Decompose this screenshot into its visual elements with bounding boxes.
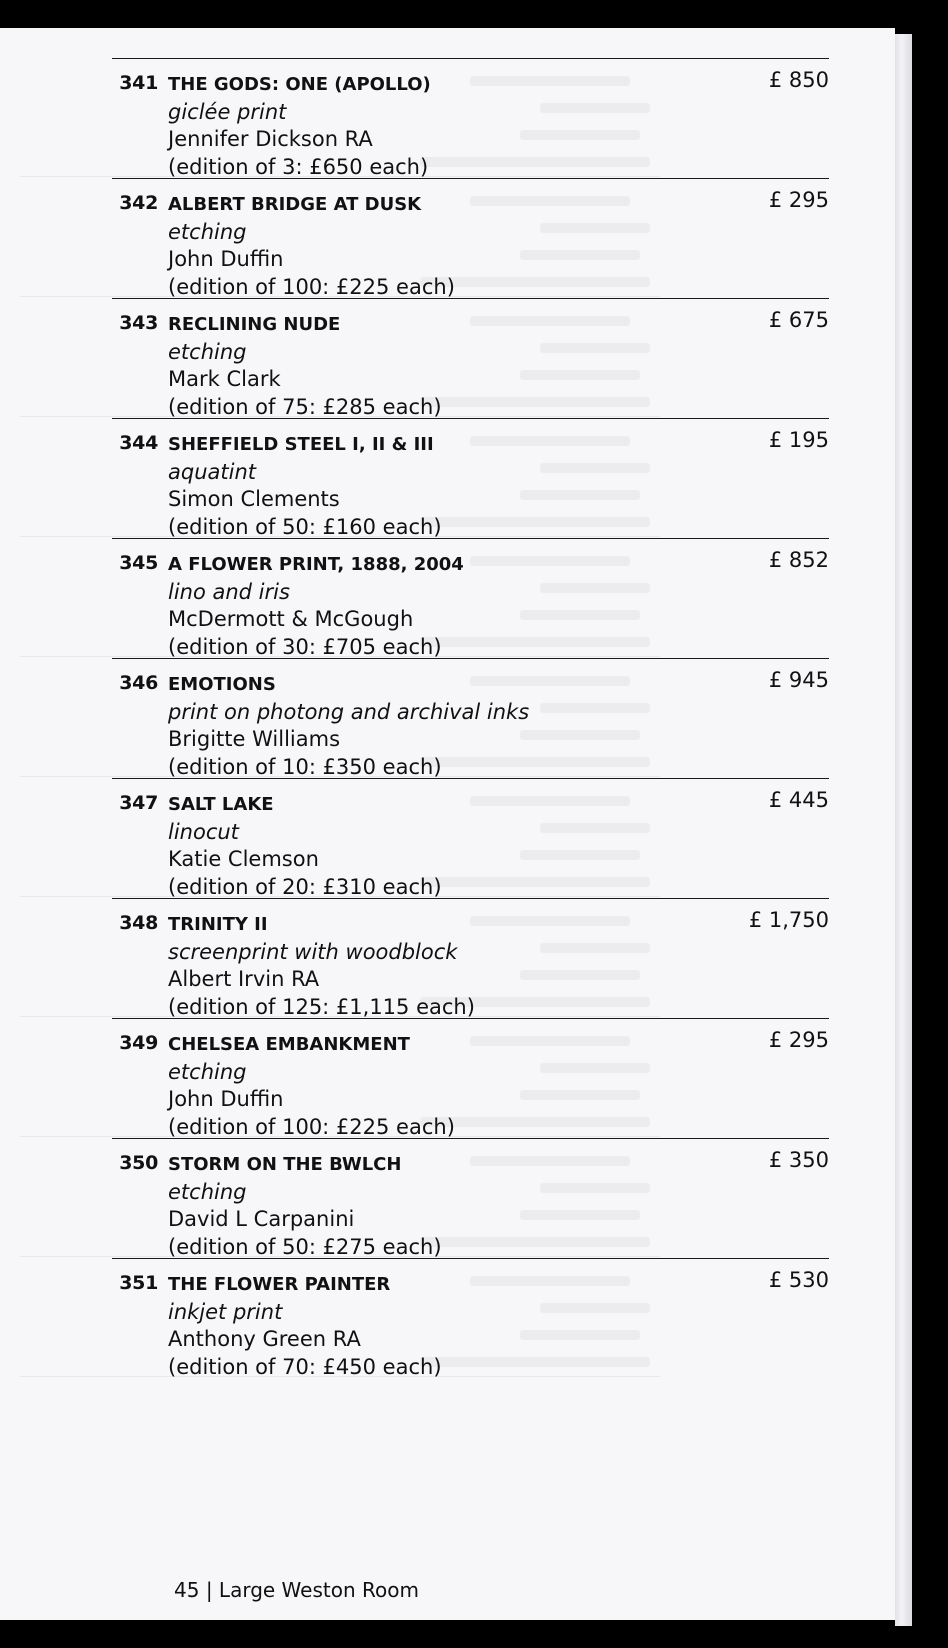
entry-number: 345 bbox=[119, 552, 158, 574]
entry-details bbox=[168, 551, 728, 661]
entry-edition: (edition of 70: £450 each) bbox=[168, 1354, 442, 1379]
entry-medium: etching bbox=[168, 1179, 247, 1204]
entry-edition: (edition of 125: £1,115 each) bbox=[168, 994, 475, 1019]
entry-title: SALT LAKE bbox=[168, 794, 274, 815]
entry-medium: etching bbox=[168, 219, 247, 244]
entry-artist: Simon Clements bbox=[168, 487, 340, 511]
catalogue-entry bbox=[112, 1018, 829, 1145]
entry-medium: linocut bbox=[168, 819, 239, 844]
entry-title: RECLINING NUDE bbox=[168, 314, 341, 335]
entry-artist: John Duffin bbox=[168, 247, 284, 271]
entry-price: £ 852 bbox=[768, 548, 829, 572]
entry-price: £ 945 bbox=[768, 668, 829, 692]
entry-details bbox=[168, 1031, 728, 1141]
entry-title: CHELSEA EMBANKMENT bbox=[168, 1034, 410, 1055]
catalogue-entry bbox=[112, 898, 829, 1025]
entry-title: ALBERT BRIDGE AT DUSK bbox=[168, 194, 422, 215]
entry-number: 347 bbox=[119, 792, 158, 814]
entry-edition: (edition of 50: £275 each) bbox=[168, 1234, 442, 1259]
entry-price: £ 350 bbox=[768, 1148, 829, 1172]
entry-edition: (edition of 20: £310 each) bbox=[168, 874, 442, 899]
entry-price: £ 675 bbox=[768, 308, 829, 332]
room-name: Large Weston Room bbox=[218, 1578, 419, 1602]
catalogue-entry bbox=[112, 538, 829, 665]
catalogue-entry bbox=[112, 1258, 829, 1385]
entry-number: 343 bbox=[119, 312, 158, 334]
entry-title: TRINITY II bbox=[168, 914, 268, 935]
entry-price: £ 195 bbox=[768, 428, 829, 452]
entry-medium: etching bbox=[168, 1059, 247, 1084]
entry-number: 350 bbox=[119, 1152, 158, 1174]
entry-details bbox=[168, 311, 728, 421]
catalogue-entry bbox=[112, 298, 829, 425]
entry-artist: David L Carpanini bbox=[168, 1207, 355, 1231]
entry-artist: Albert Irvin RA bbox=[168, 967, 320, 991]
entry-number: 344 bbox=[119, 432, 158, 454]
entry-medium: aquatint bbox=[168, 459, 256, 484]
entry-title: THE GODS: ONE (APOLLO) bbox=[168, 74, 431, 95]
entry-details bbox=[168, 431, 728, 541]
entry-edition: (edition of 3: £650 each) bbox=[168, 154, 429, 179]
entry-price: £ 530 bbox=[768, 1268, 829, 1292]
catalogue-entry bbox=[112, 58, 829, 185]
entry-details bbox=[168, 1271, 728, 1381]
entry-medium: giclée print bbox=[168, 99, 287, 124]
page-number: 45 bbox=[174, 1578, 200, 1602]
catalogue-entry bbox=[112, 658, 829, 785]
entry-edition: (edition of 50: £160 each) bbox=[168, 514, 442, 539]
entry-number: 351 bbox=[119, 1272, 158, 1294]
entry-number: 346 bbox=[119, 672, 158, 694]
entry-artist: McDermott & McGough bbox=[168, 607, 414, 631]
entry-medium: inkjet print bbox=[168, 1299, 283, 1324]
entry-medium: lino and iris bbox=[168, 579, 290, 604]
entry-details bbox=[168, 71, 728, 181]
entry-details bbox=[168, 671, 728, 781]
entry-details bbox=[168, 191, 728, 301]
entry-number: 341 bbox=[119, 72, 158, 94]
entry-medium: screenprint with woodblock bbox=[168, 939, 458, 964]
catalogue-entry bbox=[112, 778, 829, 905]
entry-edition: (edition of 100: £225 each) bbox=[168, 274, 455, 299]
entry-edition: (edition of 30: £705 each) bbox=[168, 634, 442, 659]
entry-price: £ 295 bbox=[768, 188, 829, 212]
entry-price: £ 445 bbox=[768, 788, 829, 812]
entry-edition: (edition of 75: £285 each) bbox=[168, 394, 442, 419]
entry-artist: Brigitte Williams bbox=[168, 727, 341, 751]
entry-details bbox=[168, 1151, 728, 1261]
entry-number: 348 bbox=[119, 912, 158, 934]
entry-artist: Mark Clark bbox=[168, 367, 281, 391]
footer-separator: | bbox=[205, 1578, 213, 1602]
entry-title: A FLOWER PRINT, 1888, 2004 bbox=[168, 554, 464, 575]
entry-artist: Katie Clemson bbox=[168, 847, 319, 871]
entry-edition: (edition of 10: £350 each) bbox=[168, 754, 442, 779]
entry-number: 342 bbox=[119, 192, 158, 214]
entry-medium: etching bbox=[168, 339, 247, 364]
catalogue-entry bbox=[112, 1138, 829, 1265]
entry-details bbox=[168, 911, 728, 1021]
catalogue-entry bbox=[112, 178, 829, 305]
entry-number: 349 bbox=[119, 1032, 158, 1054]
entry-title: STORM ON THE BWLCH bbox=[168, 1154, 402, 1175]
entry-price: £ 295 bbox=[768, 1028, 829, 1052]
entry-edition: (edition of 100: £225 each) bbox=[168, 1114, 455, 1139]
entry-title: EMOTIONS bbox=[168, 674, 276, 695]
entry-title: THE FLOWER PAINTER bbox=[168, 1274, 391, 1295]
entry-artist: Jennifer Dickson RA bbox=[168, 127, 373, 151]
catalogue-page bbox=[0, 28, 895, 1620]
page-footer bbox=[174, 1578, 419, 1602]
entry-artist: Anthony Green RA bbox=[168, 1327, 361, 1351]
page-edge bbox=[895, 34, 912, 1626]
catalogue-entry bbox=[112, 418, 829, 545]
entry-artist: John Duffin bbox=[168, 1087, 284, 1111]
entry-price: £ 850 bbox=[768, 68, 829, 92]
entry-title: SHEFFIELD STEEL I, II & III bbox=[168, 434, 434, 455]
entry-medium: print on photong and archival inks bbox=[168, 699, 530, 724]
entry-details bbox=[168, 791, 728, 901]
entry-price: £ 1,750 bbox=[748, 908, 829, 932]
